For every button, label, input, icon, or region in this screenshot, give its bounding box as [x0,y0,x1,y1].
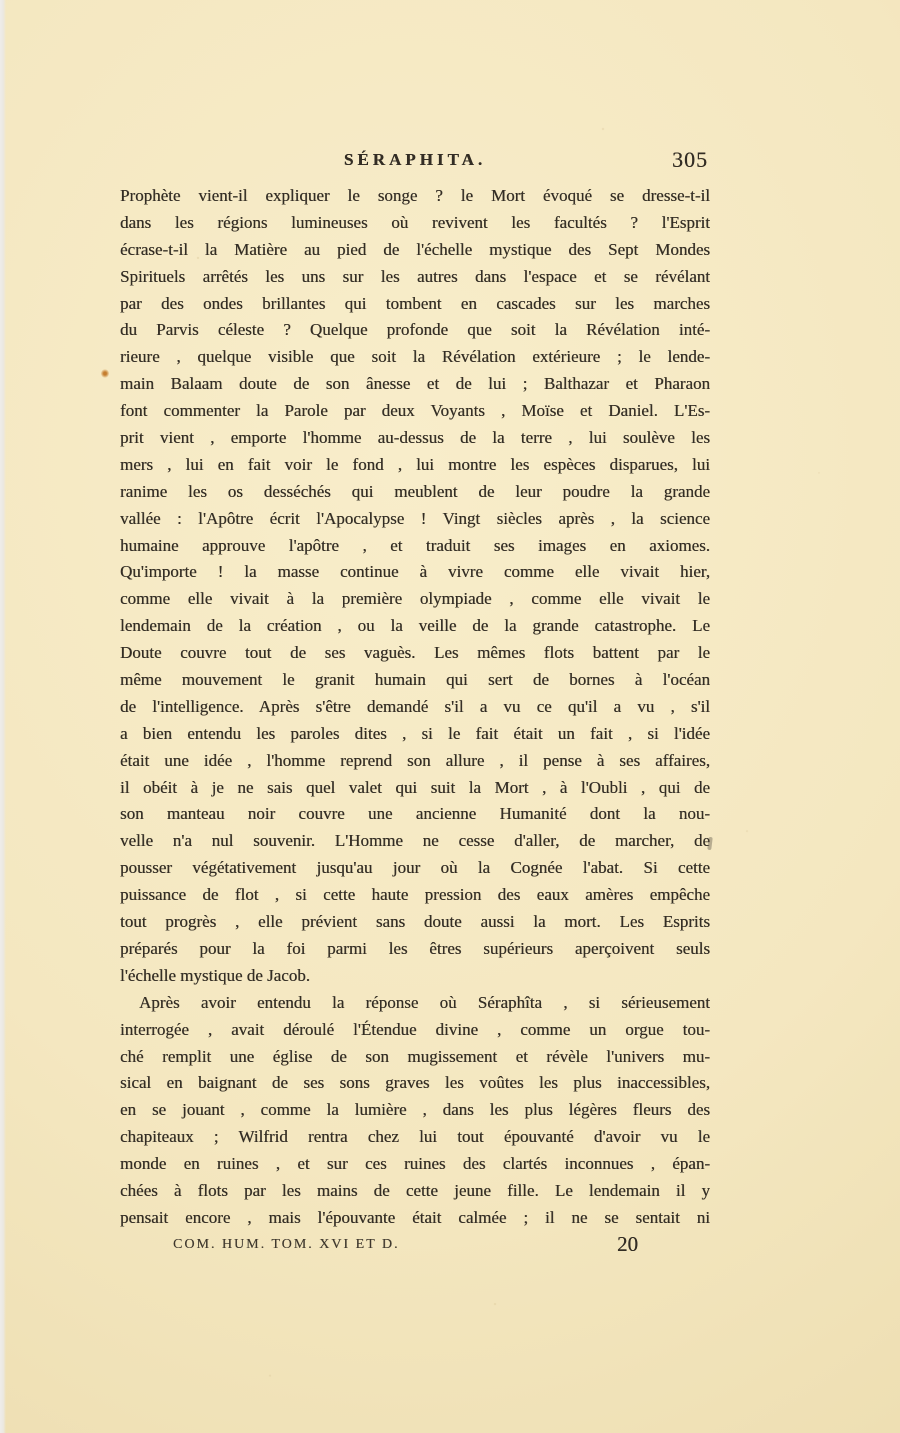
paper-speck [707,837,713,850]
paragraph [120,183,710,990]
paragraph [120,990,710,1232]
text-line: de l'intelligence. Après s'être demandé s'il a vu ce qu'il a vu , s'il [120,696,710,716]
body-text [120,183,710,1232]
text-line: sical en baignant de ses sons graves les voûtes les plus inaccessibles, [120,1073,710,1093]
text-line: comme elle vivait à la première olympiade , comme elle vivait le [120,589,710,609]
text-line: pensait encore , mais l'épouvante était calmée ; il ne se sentait ni [120,1207,710,1227]
text-line: Spirituels arrêtés les uns sur les autres dans l'espace et se révélant [120,266,710,286]
page-footer [120,1231,710,1258]
text-line: lendemain de la création , ou la veille de la grande catastrophe. Le [120,616,710,636]
text-line: velle n'a nul souvenir. L'Homme ne cesse d'aller, de marcher, de [120,831,710,851]
text-line: chées à flots par les mains de cette jeune fille. Le lendemain il y [120,1180,710,1200]
text-line: interrogée , avait déroulé l'Étendue divine , comme un orgue tou- [120,1019,710,1039]
printer-signature: COM. HUM. TOM. XVI ET D. [173,1236,400,1252]
text-line: l'échelle mystique de Jacob. [120,965,310,985]
text-line: puissance de flot , si cette haute pression des eaux amères empêche [120,885,710,905]
text-line: Prophète vient-il expliquer le songe ? le Mort évoqué se dresse-t-il [120,186,710,205]
text-line: tout progrès , elle prévient sans doute aussi la mort. Les Esprits [120,912,710,932]
text-line: préparés pour la foi parmi les êtres supérieurs aperçoivent seuls [120,938,710,958]
paper-speck [101,369,109,378]
text-line: a bien entendu les paroles dites , si le fait était un fait , si l'idée [120,723,710,743]
sheet-number: 20 [617,1231,638,1256]
text-line: du Parvis céleste ? Quelque profonde que soit la Révélation inté- [120,320,710,340]
text-line: prit vient , emporte l'homme au-dessus de la terre , lui soulève les [120,428,710,448]
text-line: Doute couvre tout de ses vaguès. Les mêmes flots battent par le [120,643,710,663]
text-line: dans les régions lumineuses où revivent les facultés ? l'Esprit [120,212,710,232]
text-line: Qu'importe ! la masse continue à vivre comme elle vivait hier, [120,562,710,582]
text-line: vallée : l'Apôtre écrit l'Apocalypse ! Vingt siècles après , la science [120,508,710,528]
type-area [120,147,710,1258]
text-line: mers , lui en fait voir le fond , lui montre les espèces disparues, lui [120,454,710,474]
text-line: chapiteaux ; Wilfrid rentra chez lui tout épouvanté d'avoir vu le [120,1127,710,1147]
text-line: rieure , quelque visible que soit la Révélation extérieure ; le lende- [120,347,710,367]
text-line: était une idée , l'homme reprend son allure , il pense à ses affaires, [120,750,710,770]
scan-edge [0,0,6,1433]
text-line: il obéit à je ne sais quel valet qui suit la Mort , à l'Oubli , qui de [120,777,710,797]
text-line: humaine approuve l'apôtre , et traduit ses images en axiomes. [120,535,710,555]
text-line: écrase-t-il la Matière au pied de l'échelle mystique des Sept Mondes [120,239,710,259]
text-line: par des ondes brillantes qui tombent en cascades sur les marches [120,293,710,313]
text-line: font commenter la Parole par deux Voyants , Moïse et Daniel. L'Es- [120,401,710,421]
text-line: ché remplit une église de son mugissement et révèle l'univers mu- [120,1046,710,1066]
text-line: Après avoir entendu la réponse où Séraphîta , si sérieusement [139,992,710,1012]
text-line: même mouvement le granit humain qui sert de bornes à l'océan [120,670,710,690]
text-line: ranime les os desséchés qui meublent de leur poudre la grande [120,481,710,501]
page-number: 305 [672,147,708,172]
page-header [120,147,710,173]
text-line: pousser végétativement jusqu'au jour où la Cognée l'abat. Si cette [120,858,710,878]
text-line: son manteau noir couvre une ancienne Humanité dont la nou- [120,804,710,824]
text-line: main Balaam doute de son ânesse et de lui ; Balthazar et Pharaon [120,374,710,394]
running-title: SÉRAPHITA. [343,150,487,169]
text-line: en se jouant , comme la lumière , dans les plus légères fleurs des [120,1100,710,1120]
text-line: monde en ruines , et sur ces ruines des clartés inconnues , épan- [120,1154,710,1174]
